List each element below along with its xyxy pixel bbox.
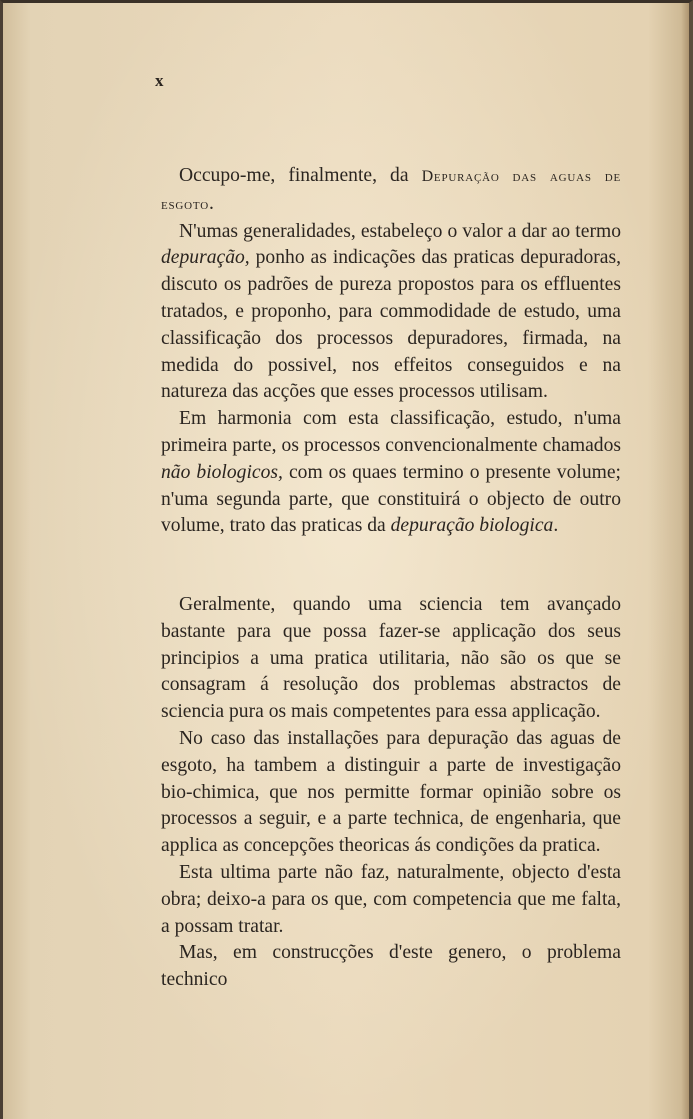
paragraph-5: No caso das installações para depuração das aguas de esgoto, ha tambem a distinguir a parte de investigação bio-chimica, que nos permitte formar opinião sobre os processos a seguir, e a parte technica, de engenharia, que applica as concepções theoricas ás condições da pratica. <box>161 727 621 857</box>
paragraph-3-text-c: . <box>553 515 559 537</box>
paragraph-2-text-a: N'umas generalidades, estabeleço o valor a dar ao termo <box>179 220 621 242</box>
paragraph-6: Esta ultima parte não faz, naturalmente, objecto d'esta obra; deixo-a para os que, com competencia que me falta, a possam tratar. <box>161 861 621 937</box>
italic-term-nao-biologicos: não biologicos, <box>161 461 283 483</box>
page-number: x <box>155 71 164 90</box>
paragraph-1-text-b: . <box>209 192 214 214</box>
section-heading-smallcaps: Depuração das aguas de esgoto <box>161 168 621 213</box>
paragraph-1-text-a: Occupo-me, finalmente, da <box>179 165 422 186</box>
paragraph-3-text-a: Em harmonia com esta classificação, estudo, n'uma primeira parte, os processos convencionalmente chamados <box>161 408 621 456</box>
italic-term-depuracao-biologica: depuração biologica <box>390 515 554 537</box>
italic-term-depuracao: depuração, <box>161 247 250 269</box>
paragraph-1 <box>161 163 621 219</box>
paragraph-2-text-b: ponho as indicações das praticas depuradoras, discuto os padrões de pureza propostos para os effluentes tratados, e proponho, para commodidade de estudo, uma classificação dos processos depuradores, firmada, na medida do possivel, nos effeitos conseguidos e na natureza das acções que esses processos utilisam. <box>161 247 621 403</box>
section-body <box>161 592 621 994</box>
paragraph-3 <box>161 406 621 540</box>
paragraph-7: Mas, em construcções d'este genero, o problema technico <box>161 942 621 991</box>
paragraph-3-text-b: com os quaes termino o presente volume; n'uma segunda parte, que constituirá o objecto de outro volume, trato das praticas da <box>161 461 621 537</box>
section-intro <box>161 163 621 540</box>
paragraph-4: Geralmente, quando uma sciencia tem avançado bastante para que possa fazer-se applicação dos seus principios a uma pratica utilitaria, não são os que se consagram á resolução dos problemas abstractos de sciencia pura os mais competentes para essa applicação. <box>161 594 621 723</box>
paragraph-2 <box>161 219 621 407</box>
